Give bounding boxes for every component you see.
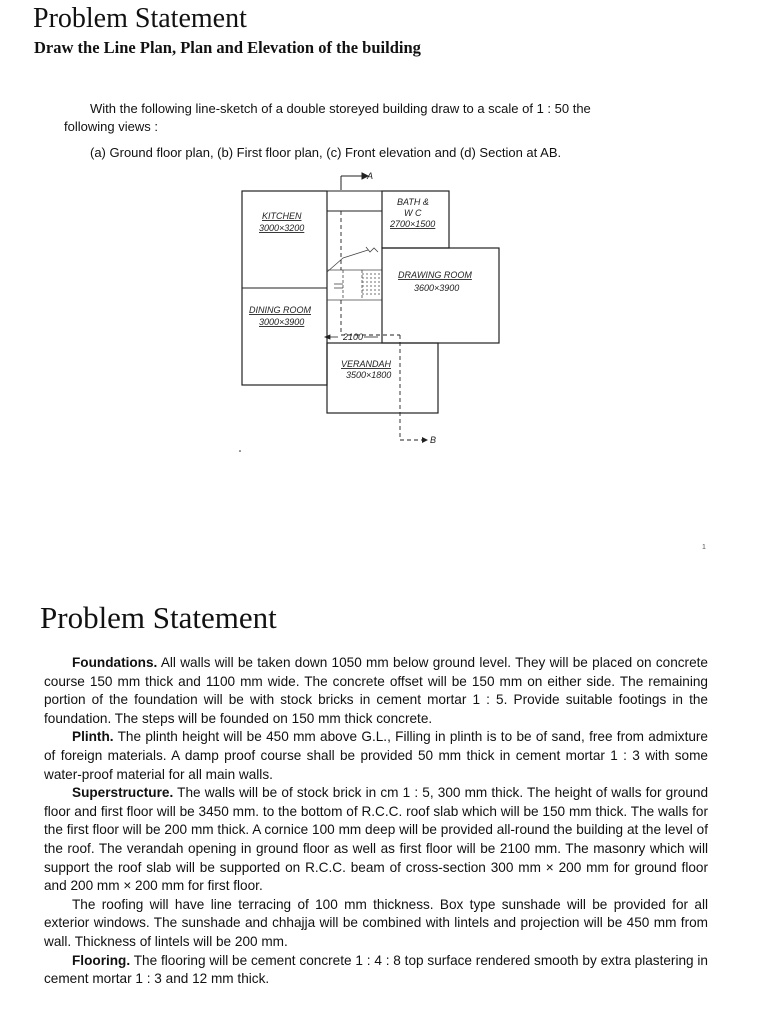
heading-foundations: Foundations. [72,655,158,670]
dimension-label: 2100 [343,332,364,342]
dining-room-name: DINING ROOM [249,305,311,315]
stray-mark [239,450,241,452]
paragraph-roofing [44,896,708,952]
verandah-name: VERANDAH [341,359,392,369]
heading-plinth: Plinth. [72,729,114,745]
text-foundations: All walls will be taken down 1050 mm below ground level. They will be placed on concrete course 150 mm thick and 1100 mm wide. The concrete offset will be 150 mm on either side. The remaining portion of the foundation will be with stock bricks in cement mortar 1 : 5. Provide suitable footings in the foundation. The steps will be founded on 150 mm thick concrete. [44,655,708,726]
paragraph-flooring [44,952,708,989]
heading-flooring: Flooring. [72,952,131,968]
section-label-b: B [430,435,437,445]
views-line: (a) Ground floor plan, (b) First floor plan, (c) Front elevation and (d) Section at AB. [90,145,562,160]
paragraph-superstructure [44,784,708,896]
slide1-subtitle: Draw the Line Plan, Plan and Elevation of the building [34,38,421,57]
bath-name-1: BATH & [397,197,429,207]
page-number: 1 [702,544,706,551]
drawing-room [382,248,499,343]
text-plinth: The plinth height will be 450 mm above G.L., Filling in plinth is to be of sand, free from admixture of foreign materials. A damp proof course shall be provided 50 mm thick in cement mortar 1 : 3 with some water-proof material for all main walls. [44,729,708,782]
slide2-title: Problem Statement [40,600,277,635]
drawing-room-name: DRAWING ROOM [398,270,472,280]
text-roofing: The roofing will have line terracing of 100 mm thickness. Box type sunshade will be provided for all exterior windows. The sunshade and chhajja will be combined with lintels and projection will be 450 mm from wall. Thickness of lintels will be 200 mm. [44,896,708,949]
dining-room-size: 3000×3900 [259,317,305,327]
intro-line-2: following views : [64,119,158,134]
bath-size: 2700×1500 [390,219,436,229]
paragraph-plinth [44,728,708,784]
specification-text [44,654,708,989]
heading-superstructure: Superstructure. [72,785,174,801]
intro-line-1: With the following line-sketch of a double storeyed building draw to a scale of 1 : 50 the [90,101,591,116]
kitchen-name: KITCHEN [262,211,302,221]
slide1-title: Problem Statement [33,3,247,34]
verandah-size: 3500×1800 [346,370,392,380]
passage-top [327,191,382,211]
section-label-a: A [367,171,374,181]
section-arrow-a [341,173,368,190]
text-superstructure: The walls will be of stock brick in cm 1 : 5, 300 mm thick. The height of walls for ground floor and first floor will be 3450 mm. to the bottom of R.C.C. roof slab which will be 150 mm thick. The walls for the first floor will be 200 mm thick. A cornice 100 mm deep will be provided all-round the building at the level of the roof. The verandah opening in ground floor as well as first floor will be 2100 mm. The masonry which will support the roof slab will be supported on R.C.C. beam of cross-section 300 mm × 200 mm for ground floor and 200 mm × 200 mm for first floor. [44,785,708,894]
paragraph-foundations [44,654,708,728]
text-flooring: The flooring will be cement concrete 1 : 4 : 8 top surface rendered smooth by extra plastering in cement mortar 1 : 3 and 12 mm thick. [44,952,708,987]
drawing-room-size: 3600×3900 [414,283,460,293]
kitchen-size: 3000×3200 [259,223,305,233]
section-arrow-b [422,437,428,443]
staircase [327,247,382,300]
bath-name-2: W C [404,208,422,218]
